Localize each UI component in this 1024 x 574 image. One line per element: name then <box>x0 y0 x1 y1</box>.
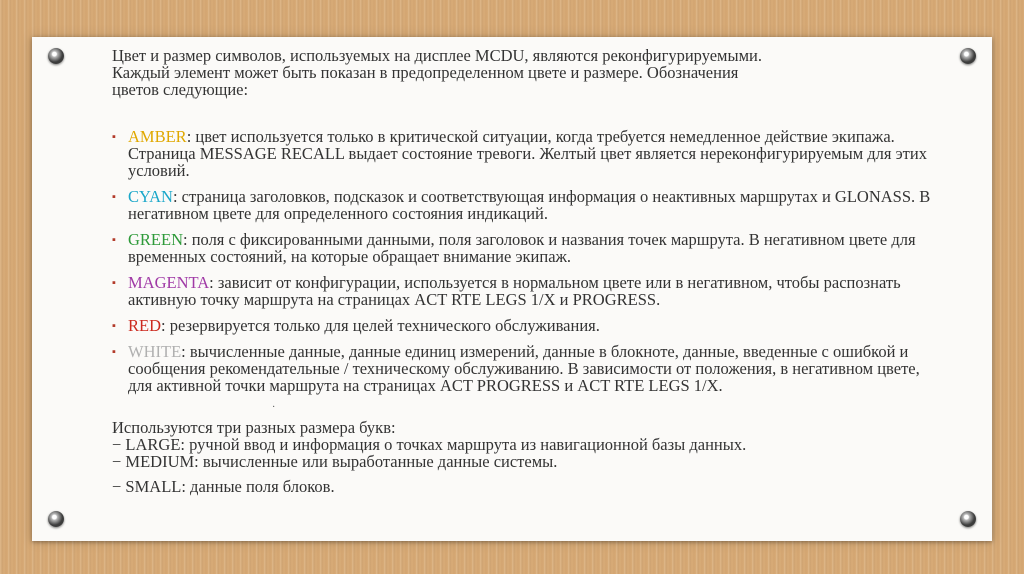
bullet-icon: ▪ <box>112 131 116 143</box>
bullet-icon: ▪ <box>112 346 116 358</box>
bullet-icon: ▪ <box>112 320 116 332</box>
size-medium: − MEDIUM: вычисленные или выработанные данные системы. <box>112 452 558 471</box>
color-desc-magenta: : зависит от конфигурации, используется в нормальном цвете или в негативном, чтобы распознать активную точку маршрута на страницах ACT RTE LEGS 1/X и PROGRESS. <box>128 273 901 309</box>
color-desc-green: : поля с фиксированными данными, поля заголовок и названия точек маршрута. В негативном цвете для временных состояний, на которые обращает внимание экипаж. <box>128 230 916 266</box>
slide-content <box>112 47 932 495</box>
intro-line-2: Каждый элемент может быть показан в предопределенном цвете и размере. Обозначения <box>112 63 739 82</box>
intro-line-3: цветов следующие: <box>112 80 249 99</box>
color-item-white <box>112 343 932 394</box>
color-name-amber: AMBER <box>128 127 187 146</box>
color-desc-amber: : цвет используется только в критической ситуации, когда требуется немедленное действие экипажа. Страница MESSAGE RECALL выдает состояние тревоги. Желтый цвет является нереконфигурируемым для этих условий. <box>128 127 927 180</box>
color-name-cyan: CYAN <box>128 187 173 206</box>
bullet-icon: ▪ <box>112 234 116 246</box>
bullet-icon: ▪ <box>112 191 116 203</box>
color-item-magenta <box>112 274 932 308</box>
color-name-magenta: MAGENTA <box>128 273 210 292</box>
size-small: − SMALL: данные поля блоков. <box>112 477 335 496</box>
pin-top-right-icon <box>960 48 976 64</box>
color-item-amber <box>112 128 932 179</box>
color-item-cyan <box>112 188 932 222</box>
bullet-icon: ▪ <box>112 277 116 289</box>
stray-dot: · <box>272 402 276 413</box>
size-large: − LARGE: ручной ввод и информация о точках маршрута из навигационной базы данных. <box>112 435 747 454</box>
color-name-green: GREEN <box>128 230 183 249</box>
sizes-heading: Используются три разных размера букв: <box>112 418 396 437</box>
pin-bottom-left-icon <box>48 511 64 527</box>
color-desc-white: : вычисленные данные, данные единиц измерений, данные в блокноте, данные, введенные с ошибкой и сообщения рекомендательные / техническому обслуживанию. В зависимости от положения, в негативном цвете, для активной точки маршрута на страницах ACT PROGRESS и ACT RTE LEGS 1/X. <box>128 342 920 395</box>
color-list <box>112 128 932 394</box>
slide-board <box>32 37 992 541</box>
sizes-section <box>112 419 932 495</box>
color-item-red <box>112 317 932 334</box>
color-name-red: RED <box>128 316 161 335</box>
pin-bottom-right-icon <box>960 511 976 527</box>
intro-line-1: Цвет и размер символов, используемых на дисплее MCDU, являются реконфигурируемыми. <box>112 46 762 65</box>
pin-top-left-icon <box>48 48 64 64</box>
intro-paragraph <box>112 47 932 98</box>
color-name-white: WHITE <box>128 342 182 361</box>
color-desc-red: : резервируется только для целей технического обслуживания. <box>161 316 600 335</box>
color-item-green <box>112 231 932 265</box>
color-desc-cyan: : страница заголовков, подсказок и соответствующая информация о неактивных маршрутах и GLONASS. В негативном цвете для определенного состояния индикаций. <box>128 187 931 223</box>
